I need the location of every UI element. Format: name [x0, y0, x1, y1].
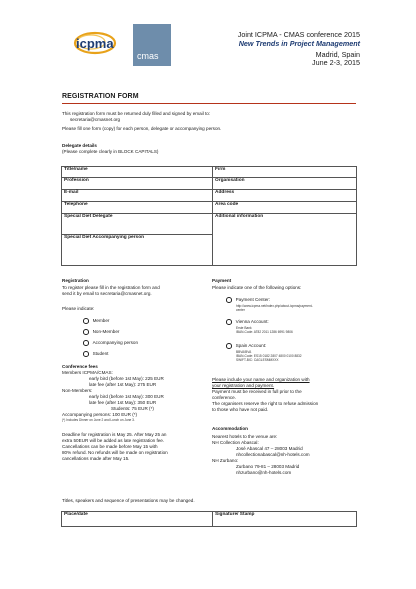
- svg-text:icpma: icpma: [76, 36, 114, 51]
- registration-line: To register please fill in the registration form and: [62, 285, 160, 290]
- option-student[interactable]: Student: [83, 351, 108, 357]
- delegate-heading: Delegate details: [62, 143, 97, 148]
- payment-option-spain[interactable]: Spain Account:: [226, 343, 266, 349]
- fee-line: Non-Members:: [62, 388, 93, 393]
- radio-circle-icon[interactable]: [226, 319, 232, 325]
- conference-theme: New Trends in Project Management: [238, 39, 360, 48]
- spain-iban: IBAN-Code: ES15 0182 2807 4800 0100 8832: [236, 354, 302, 358]
- field-title-name[interactable]: Title/name: [62, 167, 213, 178]
- radio-circle-icon[interactable]: [226, 297, 232, 303]
- option-non-member[interactable]: Non-Member: [83, 329, 119, 335]
- field-address[interactable]: Address: [213, 190, 357, 202]
- radio-circle-icon[interactable]: [83, 340, 89, 346]
- registration-heading: Registration: [62, 278, 89, 283]
- payment-note: Please include your name and organization with: [212, 377, 310, 382]
- field-telephone[interactable]: Telephone: [62, 202, 213, 214]
- delegate-details-table: [61, 166, 357, 266]
- hotel-email[interactable]: nhcollectionabascal@nh-hotels.com: [236, 452, 310, 457]
- payment-option-vienna[interactable]: Vienna Account:: [226, 319, 269, 325]
- form-title: REGISTRATION FORM: [62, 93, 139, 100]
- place-date-field[interactable]: Place/date: [62, 512, 213, 527]
- payment-note: conference.: [212, 395, 237, 400]
- deadline-line: extra 50EUR will be added as late registration fee.: [62, 438, 165, 443]
- payment-note: The organisers reserve the right to refuse admission: [212, 401, 319, 406]
- vienna-bank: Erste Bank: [236, 326, 252, 330]
- conference-city: Madrid, Spain: [315, 50, 360, 59]
- fee-footnote: (*) Includes Dinner on June 2 and Lunch on June 3.: [62, 418, 135, 422]
- icpma-logo: [66, 29, 128, 59]
- vienna-iban: IBAN-Code: AT82 2011 1286 6991 9806: [236, 330, 293, 334]
- spain-swift: SWIFT-BIC: CAGLESMMXXX: [236, 358, 279, 362]
- payment-option-center[interactable]: Payment Center:: [226, 297, 270, 303]
- deadline-line: 80% refund. No refunds will be made on registration: [62, 450, 168, 455]
- hotel-name: NH Zurbano:: [212, 458, 239, 463]
- field-area-code[interactable]: Area code: [213, 202, 357, 214]
- signature-stamp-field[interactable]: Signature/ Stamp: [213, 512, 357, 527]
- footer-note: Titles, speakers and sequence of presentations may be changed.: [62, 498, 195, 503]
- radio-circle-icon[interactable]: [83, 351, 89, 357]
- fee-line: Students: 75 EUR (*): [111, 406, 154, 411]
- accommodation-heading: Accommodation: [212, 426, 248, 431]
- hotel-address: José Abascal 47 – 28003 Madrid: [236, 446, 303, 451]
- payment-line: Please indicate one of the following options:: [212, 285, 302, 290]
- payment-heading: Payment: [212, 278, 232, 283]
- field-special-diet-accompanying[interactable]: Special Diet Accompanying person: [62, 235, 213, 266]
- intro-line: This registration form must be returned duly filled and signed by email to:: [62, 111, 211, 116]
- delegate-note: (Please complete clearly in BLOCK CAPITALS): [62, 149, 159, 154]
- payment-note: your registration and payment.: [212, 383, 275, 388]
- fee-line: early bird (before 1st May): 300 EUR: [89, 394, 164, 399]
- hotel-email[interactable]: nhzurbano@nh-hotels.com: [236, 470, 292, 475]
- title-divider: [62, 103, 356, 104]
- fees-heading: Conference fees: [62, 364, 98, 369]
- hotel-name: NH Collection Abascal:: [212, 440, 259, 445]
- payment-note: to those who have not paid.: [212, 407, 269, 412]
- payment-note: Payment must be received in full prior to the: [212, 389, 302, 394]
- deadline-line: cancellations made after May 15.: [62, 456, 130, 461]
- spain-bank: BBVA/BVA: [236, 350, 252, 354]
- fee-line: Accompanying persons: 100 EUR (*): [62, 412, 138, 417]
- option-accompanying[interactable]: Accompanying person: [83, 340, 138, 346]
- conference-dates: June 2-3, 2015: [312, 58, 360, 67]
- field-profession[interactable]: Profession: [62, 178, 213, 190]
- field-additional-information[interactable]: Aditional information: [213, 214, 357, 266]
- signature-table: [61, 511, 357, 527]
- field-special-diet-delegate[interactable]: Special Diet Delegate: [62, 214, 213, 235]
- radio-circle-icon[interactable]: [83, 329, 89, 335]
- field-firm[interactable]: Firm: [213, 167, 357, 178]
- option-member[interactable]: Member: [83, 318, 109, 324]
- accommodation-line: Nearest hotels to the venue are:: [212, 434, 278, 439]
- intro-line-2: Please fill one form (copy) for each person, delegate or accompanying person.: [62, 126, 222, 131]
- fee-line: Members ICPMA/CMAS:: [62, 370, 113, 375]
- intro-email: secretaria@cmasnet.org: [70, 117, 121, 122]
- cmas-logo: [133, 24, 171, 66]
- fee-line: late fee (after 1st May): 350 EUR: [89, 400, 157, 405]
- conference-title: Joint ICPMA - CMAS conference 2015: [237, 30, 360, 39]
- cmas-logo-text: cmas: [137, 51, 159, 61]
- radio-circle-icon[interactable]: [226, 343, 232, 349]
- fee-line: late fee (after 1st May): 275 EUR: [89, 382, 157, 387]
- field-organisation[interactable]: Organisation: [213, 178, 357, 190]
- field-email[interactable]: E-mail: [62, 190, 213, 202]
- payment-center-url[interactable]: center: [236, 308, 245, 312]
- please-indicate-label: Please indicate:: [62, 306, 95, 311]
- deadline-line: Deadline for registration is May 25. After May 25 an: [62, 432, 167, 437]
- payment-center-url[interactable]: http://www.icpma.net/index.php/about-icpma/payment-: [236, 304, 313, 308]
- radio-circle-icon[interactable]: [83, 318, 89, 324]
- hotel-address: Zurbano 79-81 – 28003 Madrid: [236, 464, 300, 469]
- fee-line: early bird (before 1st May): 225 EUR: [89, 376, 164, 381]
- registration-line: send it by email to secretaria@cmasnet.org.: [62, 291, 152, 296]
- deadline-line: Cancellations can be made before May 15 with: [62, 444, 158, 449]
